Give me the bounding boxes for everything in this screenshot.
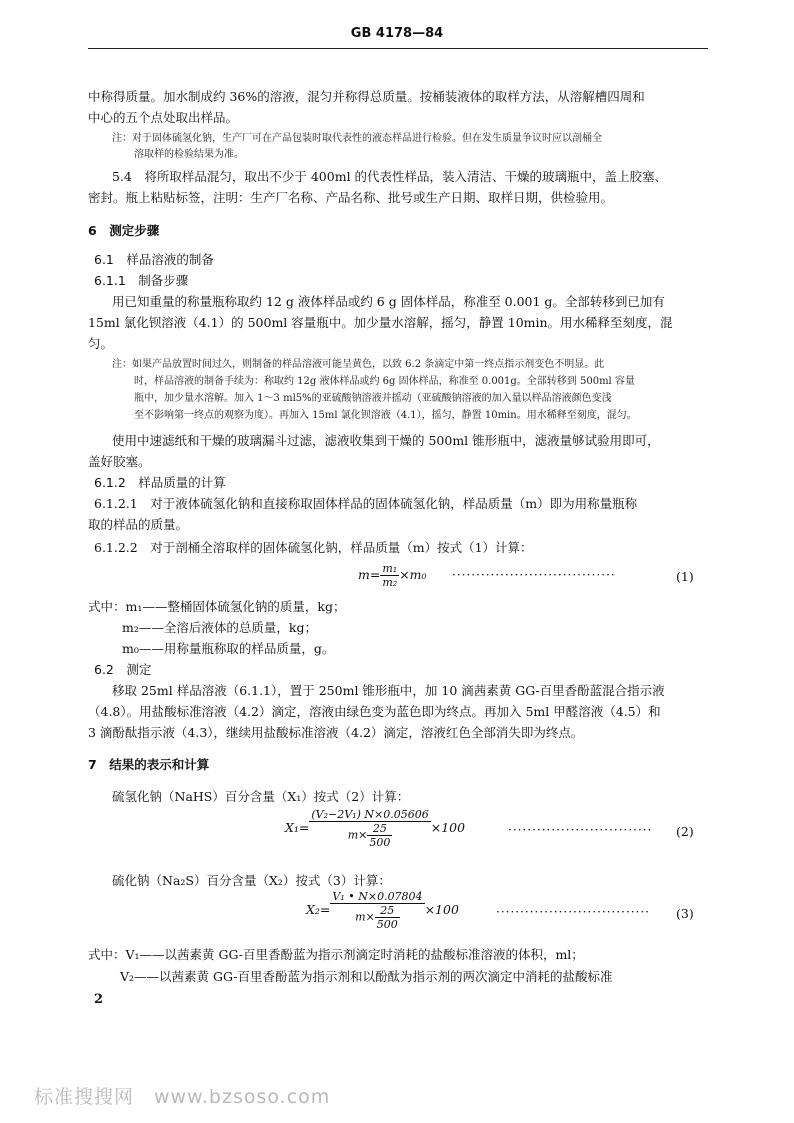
eq1-fraction [380, 562, 399, 589]
eq2-inner-den: 500 [369, 836, 391, 849]
eq2-numerator: (V₂−2V₁) N×0.05606 [311, 808, 429, 821]
note-line: 瓶中，加少量水溶解。加入 1～3 ml5%的亚硫酸钠溶液并摇动（亚硫酸钠溶液的加入量以样品溶液颜色变浅 [134, 393, 612, 404]
equation-3 [306, 890, 459, 931]
eq3-inner-num: 25 [375, 904, 400, 918]
watermark: 标准搜搜网 www.bzsoso.com [34, 1086, 331, 1108]
leader-dots: ······························ [508, 823, 653, 837]
eq3-fraction [330, 890, 424, 931]
leader-dots: ·································· [452, 568, 616, 582]
section-title-6: 6 测定步骤 [88, 223, 160, 238]
section-title-6-1-2: 6.1.2 样品质量的计算 [94, 475, 226, 490]
note-line: 注：对于固体硫氢化钠，生产厂可在产品包装时取代表性的液态样品进行检验。但在发生质量争议时应以剖桶全 [112, 133, 602, 144]
eq1-denominator: m₂ [382, 576, 398, 589]
section-title-6-2: 6.2 测定 [94, 662, 152, 677]
eq3-inner-fraction [375, 904, 400, 931]
clause-5-4-line: 密封。瓶上粘贴标签，注明：生产厂名称、产品名称、批号或生产日期、取样日期，供检验用。 [88, 190, 614, 205]
where-line: 式中：V₁——以茜素黄 GG-百里香酚蓝为指示剂滴定时消耗的盐酸标准溶液的体积，ml； [88, 947, 584, 962]
note-line: 时，样品溶液的制备手续为：称取约 12g 液体样品或约 6g 固体样品，称准至 0.001g。全部转移到 500ml 容量 [134, 376, 635, 387]
equation-1: m= $\frac{\text{m₁}}{\text{m₂}}$ ×m₀ [358, 562, 427, 589]
eq3-lhs: X₂= [306, 902, 331, 917]
paragraph-line: 硫化钠（Na₂S）百分含量（X₂）按式（3）计算： [112, 873, 391, 888]
paragraph-line: 中心的五个点处取出样品。 [88, 110, 239, 125]
eq2-inner-num: 25 [367, 822, 392, 836]
page-number: 2 [94, 992, 104, 1007]
paragraph-line: 盖好胶塞。 [88, 454, 151, 469]
where-line: V₂——以茜素黄 GG-百里香酚蓝为指示剂和以酚酞为指示剂的两次滴定中消耗的盐酸标准 [120, 969, 613, 984]
clause-5-4-line: 5.4 将所取样品混匀，取出不少于 400ml 的代表性样品，装入清洁、干燥的玻璃瓶中，盖上胶塞、 [112, 169, 668, 184]
eq1-tail: ×m₀ [399, 567, 427, 582]
equation-number: (2) [676, 824, 694, 839]
note-line: 注：如果产品放置时间过久，则制备的样品溶液可能呈黄色，以致 6.2 条滴定中第一终点指示剂变色不明显。此 [112, 359, 605, 370]
paragraph-line: （4.8）。用盐酸标准溶液（4.2）滴定，溶液由绿色变为蓝色即为终点。再加入 5ml 甲醛溶液（4.5）和 [88, 704, 661, 719]
note-line: 溶取样的检验结果为准。 [134, 149, 244, 160]
eq3-den-m: m× [355, 910, 375, 924]
eq2-tail: ×100 [430, 820, 466, 835]
eq3-inner-den: 500 [376, 918, 398, 931]
paragraph-line: 15ml 氯化钡溶液（4.1）的 500ml 容量瓶中。加少量水溶解，摇匀，静置 10min。用水稀释至刻度，混 [88, 315, 673, 330]
eq2-denominator [309, 822, 430, 849]
eq3-denominator [330, 904, 424, 931]
paragraph-line: 用已知重量的称量瓶称取约 12 g 液体样品或约 6 g 固体样品，称准至 0.001 g。全部转移到已加有 [112, 294, 665, 309]
eq3-tail: ×100 [424, 902, 459, 917]
eq2-fraction [309, 808, 430, 849]
section-title-6-1: 6.1 样品溶液的制备 [94, 252, 214, 267]
where-line: 式中：m₁——整桶固体硫氢化钠的质量，kg； [88, 599, 346, 614]
paragraph-line: 匀。 [88, 336, 114, 351]
paragraph-line: 3 滴酚酞指示液（4.3），继续用盐酸标准溶液（4.2）滴定，溶液红色全部消失即为终点。 [88, 725, 584, 740]
eq2-inner-fraction [367, 822, 392, 849]
equation-2 [285, 808, 465, 849]
paragraph-line: 使用中速滤纸和干燥的玻璃漏斗过滤，滤液收集到干燥的 500ml 锥形瓶中，滤液量够试验用即可， [112, 433, 660, 448]
where-line: m₀——用称量瓶称取的样品质量，g。 [122, 641, 335, 656]
leader-dots: ································ [496, 905, 651, 919]
equation-number: (1) [676, 569, 694, 584]
section-title-7: 7 结果的表示和计算 [88, 757, 210, 772]
clause-6-1-2-2-line: 6.1.2.2 对于剖桶全溶取样的固体硫氢化钠，样品质量（m）按式（1）计算： [94, 540, 533, 555]
header-rule [88, 48, 708, 49]
paragraph-line: 中称得质量。加水制成约 36%的溶液，混匀并称得总质量。按桶装液体的取样方法，从溶解槽四周和 [88, 89, 645, 104]
clause-6-1-2-1-line: 6.1.2.1 对于液体硫氢化钠和直接称取固体样品的固体硫氢化钠，样品质量（m）即为用称量瓶称 [94, 496, 638, 511]
eq3-numerator: V₁ • N×0.07804 [332, 890, 423, 903]
eq2-den-m: m× [347, 828, 368, 842]
eq1-numerator: m₁ [382, 562, 398, 575]
clause-6-1-2-1-line: 取的样品的质量。 [88, 517, 189, 532]
eq2-lhs: X₁= [285, 820, 310, 835]
section-title-6-1-1: 6.1.1 制备步骤 [94, 273, 189, 288]
paragraph-line: 硫氢化钠（NaHS）百分含量（X₁）按式（2）计算： [112, 789, 410, 804]
paragraph-line: 移取 25ml 样品溶液（6.1.1），置于 250ml 锥形瓶中，加 10 滴茜素黄 GG-百里香酚蓝混合指示液 [112, 683, 665, 698]
equation-number: (3) [676, 906, 694, 921]
document-header: GB 4178—84 [350, 26, 444, 41]
where-line: m₂——全溶后液体的总质量，kg； [122, 620, 317, 635]
eq1-lhs: m [358, 567, 370, 582]
note-line: 至不影响第一终点的观察为度）。再加入 15ml 氯化钡溶液（4.1），摇匀，静置 10min。用水稀释至刻度，混匀。 [134, 410, 637, 421]
